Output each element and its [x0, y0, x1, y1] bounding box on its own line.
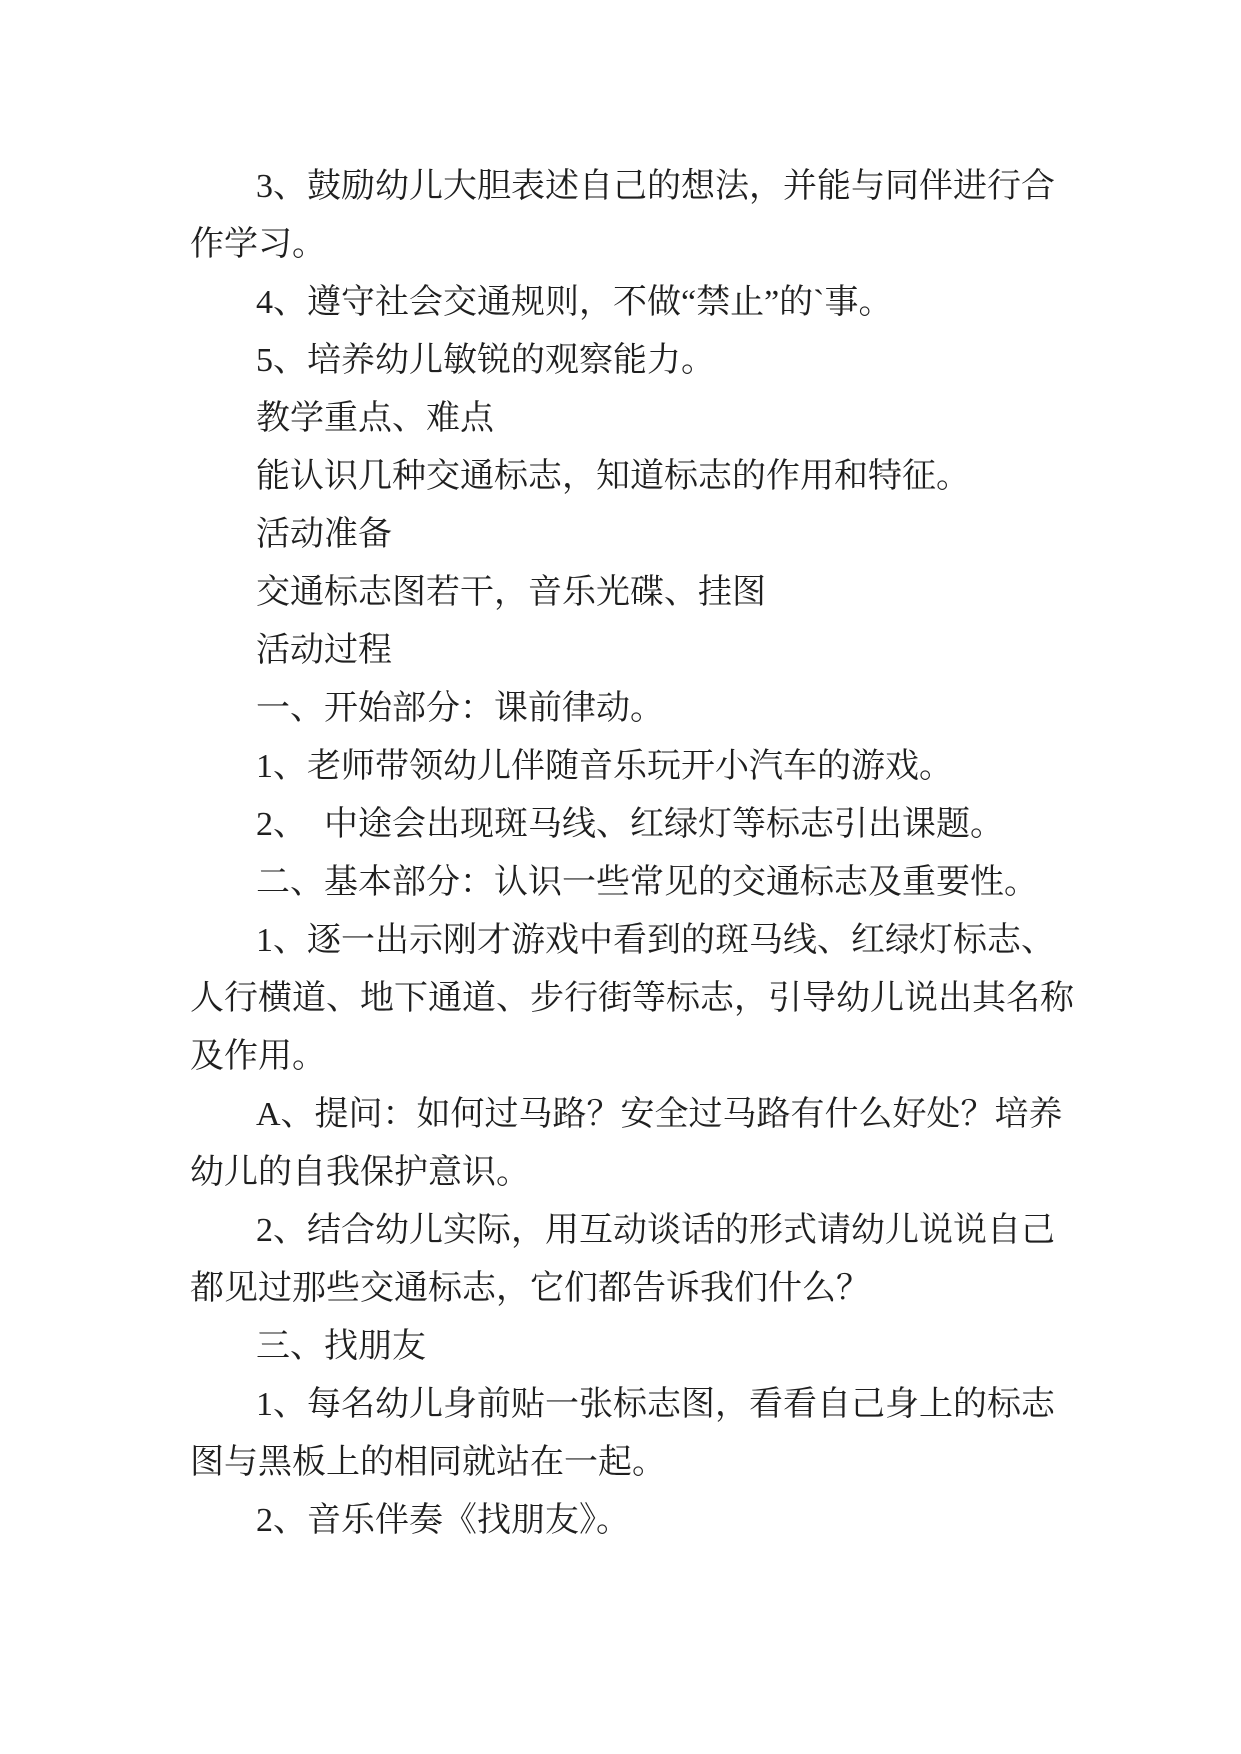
- text-line: 都见过那些交通标志，它们都告诉我们什么？: [190, 1270, 870, 1307]
- text-line: 一、开始部分：课前律动。: [256, 690, 664, 727]
- text-line: 5、培养幼儿敏锐的观察能力。: [256, 342, 715, 379]
- text-line: 能认识几种交通标志，知道标志的作用和特征。: [256, 458, 970, 495]
- text-line: 3、鼓励幼儿大胆表述自己的想法，并能与同伴进行合: [256, 168, 1055, 205]
- text-line: 幼儿的自我保护意识。: [190, 1154, 530, 1191]
- text-line: 1、老师带领幼儿伴随音乐玩开小汽车的游戏。: [256, 748, 953, 785]
- section-heading: 活动准备: [256, 516, 392, 553]
- section-heading: 活动过程: [256, 632, 392, 669]
- text-line: 2、音乐伴奏《找朋友》。: [256, 1502, 630, 1539]
- text-line: 1、逐一出示刚才游戏中看到的斑马线、红绿灯标志、: [256, 922, 1055, 959]
- text-line: 1、每名幼儿身前贴一张标志图，看看自己身上的标志: [256, 1386, 1055, 1423]
- text-line: 三、找朋友: [256, 1328, 426, 1365]
- text-line: 二、基本部分：认识一些常见的交通标志及重要性。: [256, 864, 1038, 901]
- text-line: 交通标志图若干，音乐光碟、挂图: [256, 574, 766, 611]
- section-heading: 教学重点、难点: [256, 400, 494, 437]
- text-line: 4、遵守社会交通规则，不做“禁止”的`事。: [256, 284, 893, 321]
- text-line: A、提问：如何过马路？安全过马路有什么好处？培养: [256, 1096, 1063, 1133]
- text-line: 人行横道、地下通道、步行街等标志，引导幼儿说出其名称: [190, 980, 1074, 1017]
- text-line: 及作用。: [190, 1038, 326, 1075]
- text-line: 2、结合幼儿实际，用互动谈话的形式请幼儿说说自己: [256, 1212, 1055, 1249]
- text-line: 图与黑板上的相同就站在一起。: [190, 1444, 666, 1481]
- text-line: 2、 中途会出现斑马线、红绿灯等标志引出课题。: [256, 806, 1004, 843]
- text-line: 作学习。: [190, 226, 326, 263]
